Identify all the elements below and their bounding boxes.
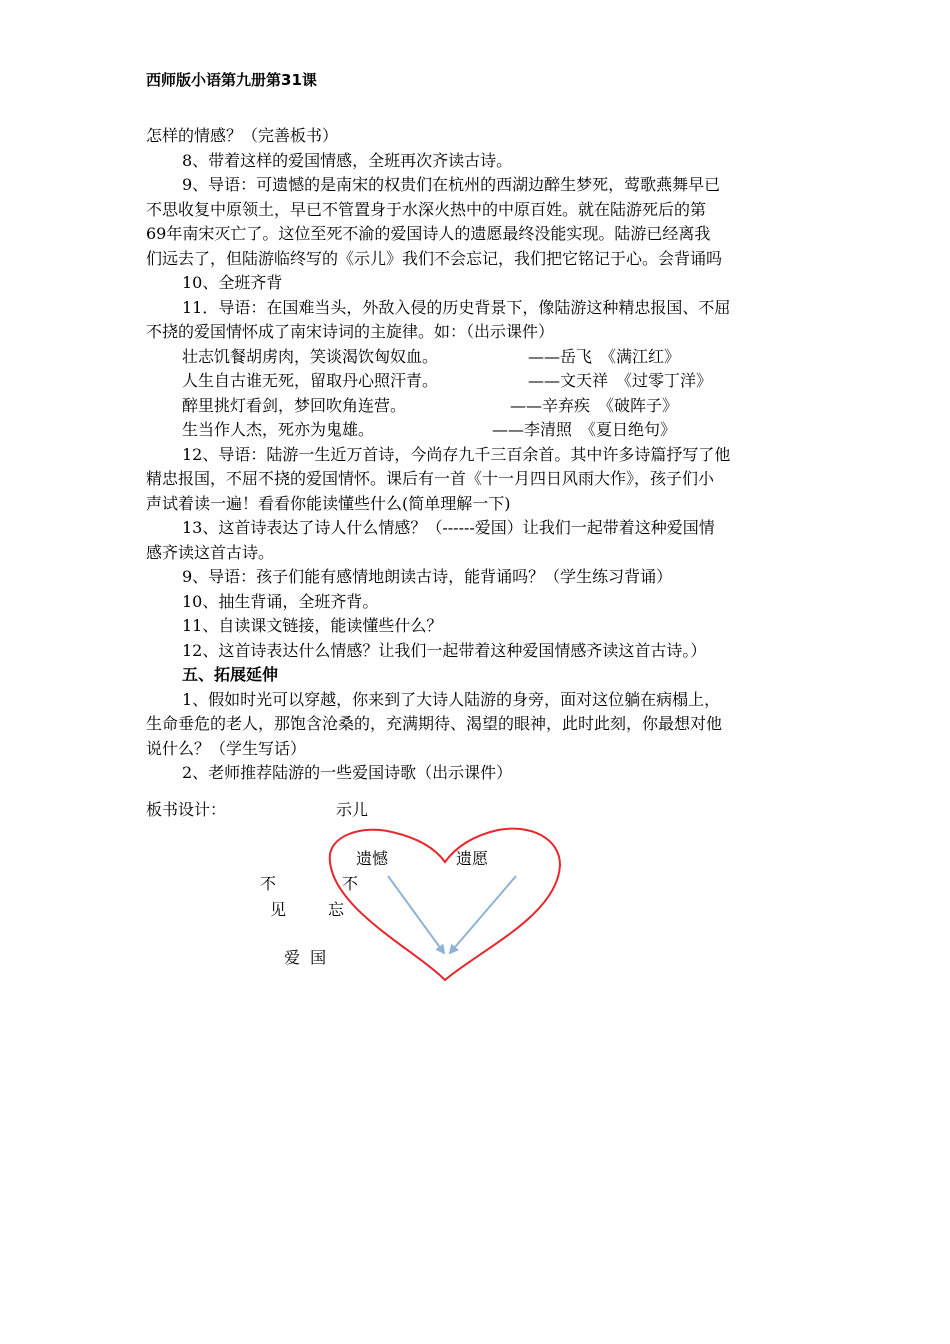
poem-quote [146,369,806,394]
board-jian: 见 [270,900,287,919]
poem-author: ——岳飞 《满江红》 [528,346,681,366]
poem-author: ——文天祥 《过零丁洋》 [528,371,713,390]
paragraph-line: 声试着读一遍！看看你能读懂些什么(简单理解一下) [146,493,511,513]
paragraph-line: 10、全班齐背 [182,273,283,292]
paragraph-line: 2、老师推荐陆游的一些爱国诗歌（出示课件） [182,763,513,782]
section-heading: 五、拓展延伸 [182,665,279,684]
poem-author: ——李清照 《夏日绝句》 [492,420,677,439]
paragraph-line: 11．导语：在国难当头，外敌入侵的历史背景下，像陆游这种精忠报国、不屈 [182,297,731,317]
paragraph-line: 13、这首诗表达了诗人什么情感？（------爱国）让我们一起带着这种爱国情 [182,518,715,537]
heart-diagram [320,820,570,985]
paragraph-line: 8、带着这样的爱国情感，全班再次齐读古诗。 [182,150,513,170]
paragraph-line: 精忠报国，不屈不挠的爱国情怀。课后有一首《十一月四日风雨大作》，孩子们小 [146,469,715,488]
board-bu-2: 不 [342,874,359,893]
paragraph-line: 9、导语：可遗憾的是南宋的权贵们在杭州的西湖边醉生梦死，莺歌燕舞早已 [182,175,721,194]
paragraph-line: 9、导语：孩子们能有感情地朗读古诗，能背诵吗？（学生练习背诵） [182,567,673,586]
board-aiguo: 爱 国 [284,948,327,967]
paragraph-line: 生命垂危的老人，那饱含沧桑的，充满期待、渴望的眼神，此时此刻，你最想对他 [146,714,723,733]
poem-line: 生当作人杰，死亦为鬼雄。 [182,420,375,439]
paragraph-line: 不挠的爱国情怀成了南宋诗词的主旋律。如：（出示课件） [146,322,555,341]
paragraph-line: 11、自读课文链接，能读懂些什么？ [182,616,443,635]
paragraph-line: 们远去了，但陆游临终写的《示儿》我们不会忘记，我们把它铭记于心。会背诵吗 [146,248,723,268]
board-design-label: 板书设计： [146,800,227,819]
paragraph-line: 10、抽生背诵，全班齐背。 [182,591,379,611]
board-right-word: 遗愿 [456,849,489,868]
paragraph-line: 说什么？（学生写话） [146,738,307,758]
poem-author: ——辛弃疾 《破阵子》 [510,395,679,415]
poem-quote [146,345,806,370]
poem-quote [146,418,806,443]
board-title: 示儿 [336,800,369,819]
poem-line: 壮志饥餐胡虏肉，笑谈渴饮匈奴血。 [182,346,439,366]
paragraph-line: 1、假如时光可以穿越，你来到了大诗人陆游的身旁，面对这位躺在病榻上， [182,689,721,709]
poem-line: 醉里挑灯看剑，梦回吹角连营。 [182,395,407,415]
arrow-right [450,876,516,953]
poem-line: 人生自古谁无死，留取丹心照汗青。 [182,371,439,390]
paragraph-line: 怎样的情感？（完善板书） [146,126,339,145]
board-left-word: 遗憾 [356,849,389,868]
body-text [146,124,806,786]
page-header: 西师版小语第九册第31课 [146,71,317,89]
board-wang: 忘 [328,900,345,919]
poem-quote [146,394,806,419]
paragraph-line: 12、这首诗表达什么情感？让我们一起带着这种爱国情感齐读这首古诗。） [182,640,707,660]
paragraph-line: 感齐读这首古诗。 [146,542,275,562]
paragraph-line: 69年南宋灭亡了。这位至死不渝的爱国诗人的遗愿最终没能实现。陆游已经离我 [146,224,711,243]
paragraph-line: 12、导语：陆游一生近万首诗，今尚存九千三百余首。其中许多诗篇抒写了他 [182,444,731,464]
paragraph-line: 不思收复中原领土，早已不管置身于水深火热中的中原百姓。就在陆游死后的第 [146,199,707,219]
board-bu-1: 不 [260,874,277,893]
